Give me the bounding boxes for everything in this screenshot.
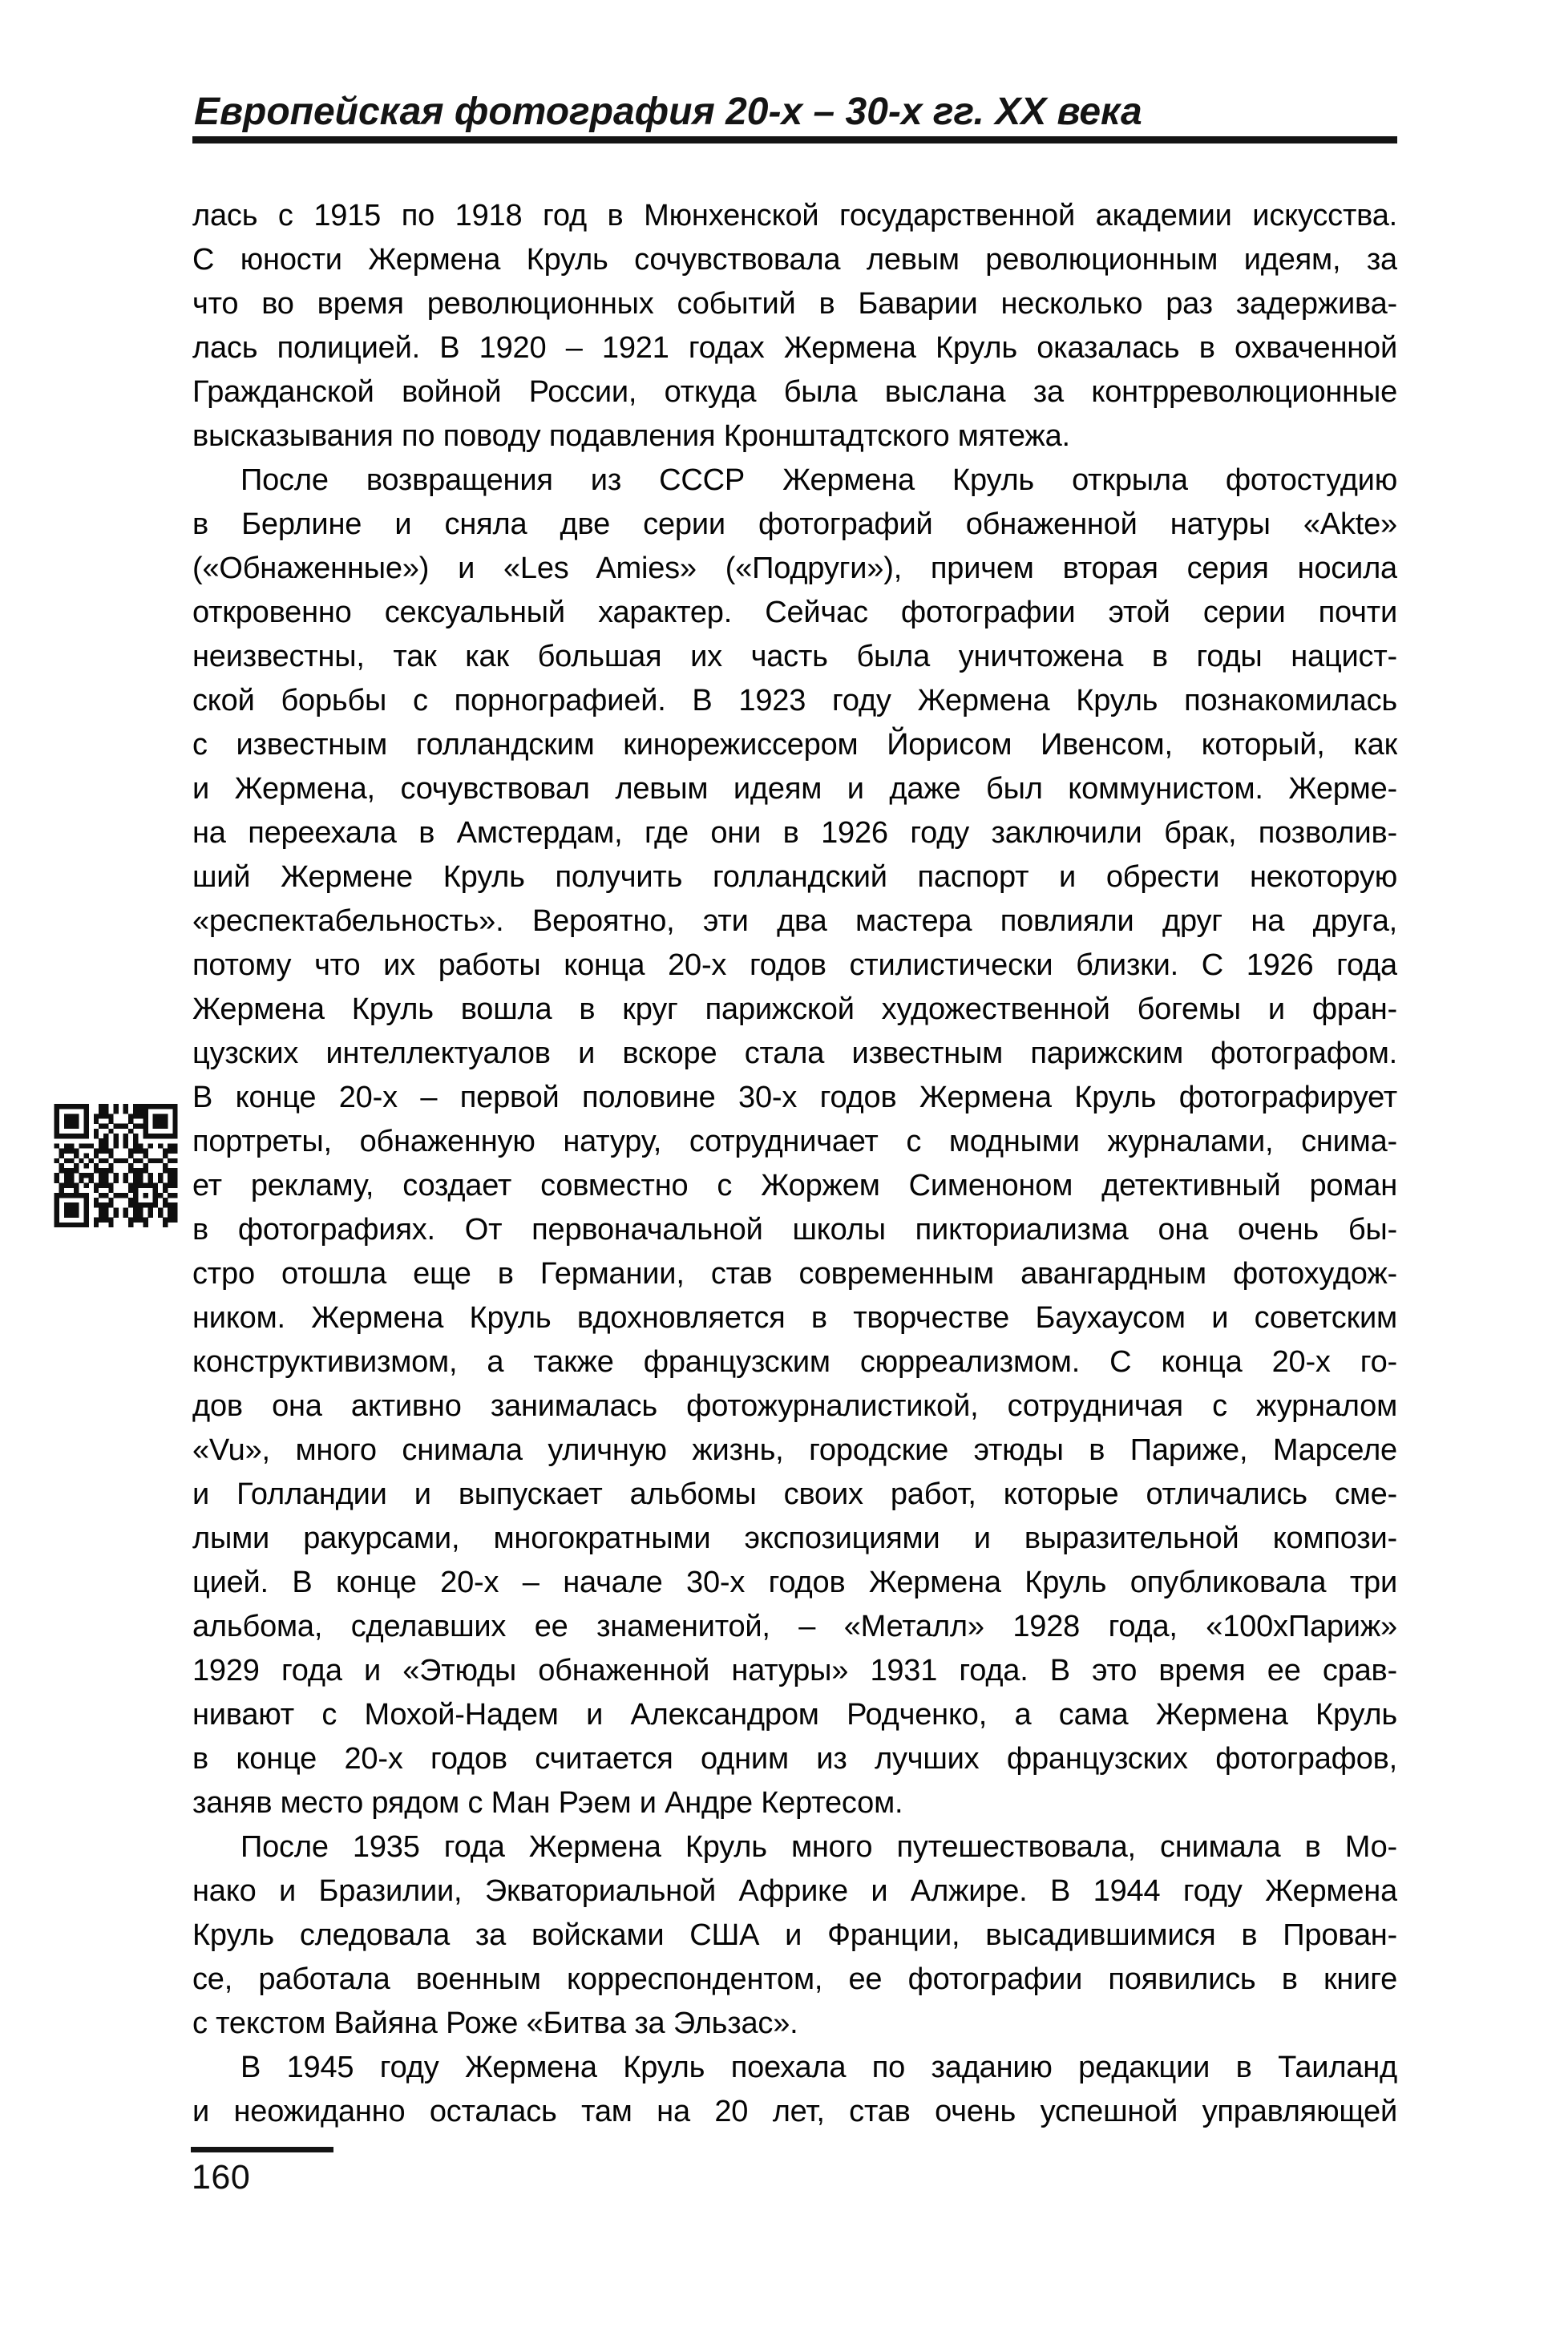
text-line: В конце 20-х – первой половине 30-х годов Жермена Круль фотографирует [192, 1081, 1397, 1114]
text-line: что во время революционных событий в Баварии несколько раз задержива- [192, 287, 1397, 321]
page-number: 160 [192, 2158, 251, 2197]
text-line: стро отошла еще в Германии, став современным авангардным фотохудож- [192, 1257, 1397, 1291]
text-line: нако и Бразилии, Экваториальной Африке и Алжире. В 1944 году Жермена [192, 1874, 1397, 1908]
body-text [192, 194, 1397, 2134]
text-line: в Берлине и сняла две серии фотографий обнаженной натуры «Akte» [192, 507, 1397, 541]
text-line: в конце 20-х годов считается одним из лучших французских фотографов, [192, 1742, 1397, 1776]
text-line: 1929 года и «Этюды обнаженной натуры» 1931 года. В это время ее срав- [192, 1654, 1397, 1687]
text-line: лыми ракурсами, многократными экспозициями и выразительной компози- [192, 1522, 1397, 1555]
text-line: В 1945 году Жермена Круль поехала по заданию редакции в Таиланд [240, 2051, 1397, 2084]
text-line: С юности Жермена Круль сочувствовала левым революционным идеям, за [192, 243, 1397, 277]
text-line: с известным голландским кинорежиссером Йорисом Ивенсом, который, как [192, 728, 1397, 762]
text-line: ший Жермене Круль получить голландский паспорт и обрести некоторую [192, 860, 1397, 894]
text-line: се, работала военным корреспондентом, ее фотографии появились в книге [192, 1962, 1397, 1996]
text-line: ет рекламу, создает совместно с Жоржем Сименоном детективный роман [192, 1169, 1397, 1202]
qr-code-icon [53, 1104, 179, 1227]
text-line: («Обнаженные») и «Les Amies» («Подруги»), причем вторая серия носила [192, 552, 1397, 585]
text-line: «респектабельность». Вероятно, эти два мастера повлияли друг на друга, [192, 904, 1397, 938]
text-line: на переехала в Амстердам, где они в 1926 году заключили брак, позволив- [192, 816, 1397, 850]
text-line: После 1935 года Жермена Круль много путешествовала, снимала в Мо- [240, 1830, 1397, 1864]
text-line: альбома, сделавших ее знаменитой, – «Металл» 1928 года, «100хПариж» [192, 1610, 1397, 1643]
text-line: лась полицией. В 1920 – 1921 годах Жермена Круль оказалась в охваченной [192, 331, 1397, 365]
text-line: и Голландии и выпускает альбомы своих работ, которые отличались сме- [192, 1477, 1397, 1511]
text-line: Гражданской войной России, откуда была выслана за контрреволюционные [192, 375, 1397, 409]
text-line: с текстом Вайяна Роже «Битва за Эльзас». [192, 2007, 798, 2040]
text-line: дов она активно занималась фотожурналистикой, сотрудничая с журналом [192, 1389, 1397, 1423]
text-line: После возвращения из СССР Жермена Круль открыла фотостудию [240, 463, 1397, 497]
text-line: ником. Жермена Круль вдохновляется в творчестве Баухаусом и советским [192, 1301, 1397, 1335]
text-line: откровенно сексуальный характер. Сейчас фотографии этой серии почти [192, 596, 1397, 629]
text-line: портреты, обнаженную натуру, сотрудничает с модными журналами, снима- [192, 1125, 1397, 1158]
text-line: заняв место рядом с Ман Рэем и Андре Кертесом. [192, 1786, 903, 1820]
text-line: в фотографиях. От первоначальной школы пикториализма она очень бы- [192, 1213, 1397, 1247]
text-line: ской борьбы с порнографией. В 1923 году Жермена Круль познакомилась [192, 684, 1397, 717]
text-line: потому что их работы конца 20-х годов стилистически близки. С 1926 года [192, 948, 1397, 982]
text-line: Жермена Круль вошла в круг парижской художественной богемы и фран- [192, 992, 1397, 1026]
footer-rule [191, 2147, 333, 2152]
text-line: лась с 1915 по 1918 год в Мюнхенской государственной академии искусства. [192, 199, 1397, 232]
text-line: Круль следовала за войсками США и Франции, высадившимися в Прован- [192, 1918, 1397, 1952]
qr-code-svg [53, 1104, 179, 1227]
text-line: и Жермена, сочувствовал левым идеям и даже был коммунистом. Жерме- [192, 772, 1397, 806]
text-line: неизвестны, так как большая их часть была уничтожена в годы нацист- [192, 640, 1397, 673]
text-line: и неожиданно осталась там на 20 лет, став очень успешной управляющей [192, 2095, 1397, 2128]
chapter-header-title: Европейская фотография 20-х – 30-х гг. XX века [194, 91, 1142, 133]
header-rule [192, 136, 1397, 143]
text-line: цузских интеллектуалов и вскоре стала известным парижским фотографом. [192, 1037, 1397, 1070]
text-line: высказывания по поводу подавления Кронштадтского мятежа. [192, 419, 1070, 453]
text-line: цией. В конце 20-х – начале 30-х годов Жермена Круль опубликовала три [192, 1566, 1397, 1599]
text-line: конструктивизмом, а также французским сюрреализмом. С конца 20-х го- [192, 1345, 1397, 1379]
text-line: нивают с Мохой-Надем и Александром Родченко, а сама Жермена Круль [192, 1698, 1397, 1732]
text-line: «Vu», много снимала уличную жизнь, городские этюды в Париже, Марселе [192, 1433, 1397, 1467]
